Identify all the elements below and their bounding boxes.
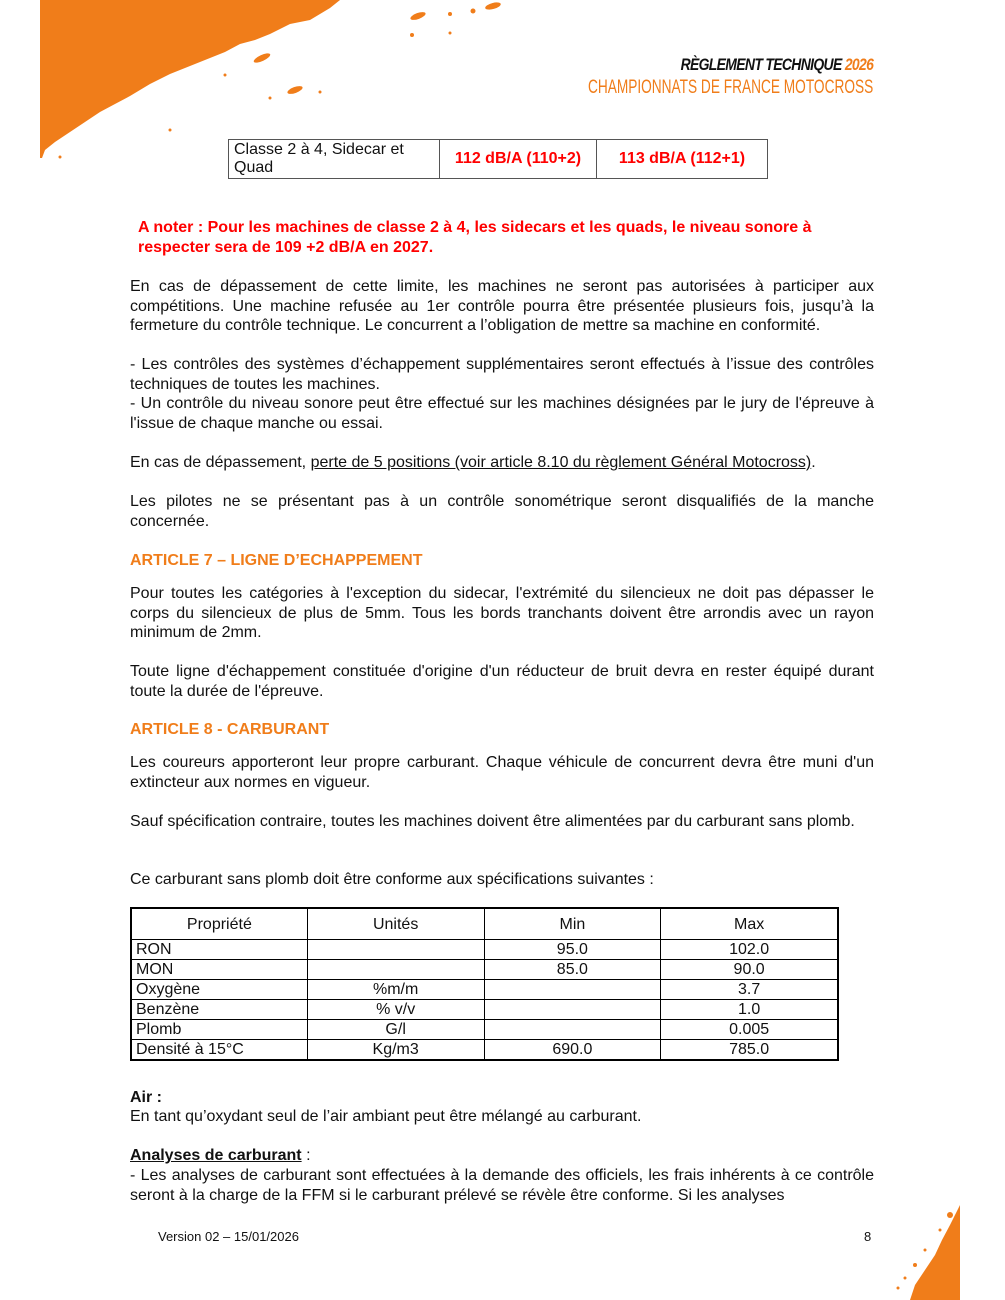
air-paragraph: En tant qu’oxydant seul de l’air ambiant peut être mélangé au carburant.	[130, 1108, 642, 1125]
cell-property: RON	[131, 940, 307, 960]
paragraph-noise-control: - Un contrôle du niveau sonore peut être effectué sur les machines désignées par le jury de l'épreuve à l'issue de chaque manche ou essai.	[130, 395, 874, 432]
air-heading: Air :	[130, 1089, 162, 1106]
column-header-property: Propriété	[131, 908, 307, 940]
document-header	[477, 55, 873, 99]
article-8-paragraph-1: Les coureurs apporteront leur propre carburant. Chaque véhicule de concurrent devra être muni d'un extincteur aux normes en vigueur.	[130, 754, 874, 791]
paragraph-penalty	[130, 453, 874, 473]
table-row	[131, 1000, 838, 1020]
penalty-suffix: .	[811, 454, 816, 471]
article-8-heading: ARTICLE 8 - CARBURANT	[130, 721, 330, 738]
header-title	[548, 55, 873, 75]
cell-units	[307, 940, 484, 960]
cell-property: Densité à 15°C	[131, 1040, 307, 1061]
article-7-paragraph-1: Pour toutes les catégories à l'exception du sidecar, l'extrémité du silencieux ne doit pas dépasser le corps du silencieux de plus de 5mm. Tous les bords tranchants doivent être arrondis avec un rayon minimum de 2mm.	[130, 585, 874, 641]
noise-value-cell-1: 112 dB/A (110+2)	[440, 140, 597, 179]
cell-min: 690.0	[484, 1040, 661, 1061]
analyses-paragraph: - Les analyses de carburant sont effectuées à la demande des officiels, les frais inhérents à ce contrôle seront à la charge de la FFM si le carburant prélevé se révèle être conforme. Si les analyses	[130, 1167, 874, 1204]
cell-min	[484, 1020, 661, 1040]
cell-property: Benzène	[131, 1000, 307, 1020]
table-row	[131, 1020, 838, 1040]
cell-min: 85.0	[484, 960, 661, 980]
cell-min	[484, 1000, 661, 1020]
cell-max: 1.0	[661, 1000, 838, 1020]
table-row	[131, 980, 838, 1000]
penalty-reference-link[interactable]: perte de 5 positions (voir article 8.10 du règlement Général Motocross)	[310, 454, 812, 471]
analyses-heading-suffix: :	[301, 1147, 311, 1164]
cell-min: 95.0	[484, 940, 661, 960]
paragraph-limit-exceeded: En cas de dépassement de cette limite, les machines ne seront pas autorisées à participer aux compétitions. Une machine refusée au 1er contrôle pourra être présentée plusieurs fois, jusqu’à la fermeture du contrôle technique. Le concurrent a l’obligation de mettre sa machine en conformité.	[130, 278, 874, 334]
cell-property: Oxygène	[131, 980, 307, 1000]
column-header-min: Min	[484, 908, 661, 940]
cell-max: 102.0	[661, 940, 838, 960]
cell-property: MON	[131, 960, 307, 980]
table-row	[131, 960, 838, 980]
orange-splash-decoration-bottom	[880, 1190, 1005, 1300]
article-8-paragraph-3: Ce carburant sans plomb doit être conforme aux spécifications suivantes :	[130, 871, 654, 888]
analyses-heading	[130, 1146, 874, 1166]
paragraph-disqualification: Les pilotes ne se présentant pas à un contrôle sonométrique seront disqualifiés de la manche concernée.	[130, 493, 874, 530]
fuel-spec-table	[130, 907, 839, 1061]
cell-units	[307, 960, 484, 980]
table-row	[131, 1040, 838, 1061]
noise-level-table	[228, 139, 768, 179]
noise-note: A noter : Pour les machines de classe 2 à 4, les sidecars et les quads, le niveau sonore à respecter sera de 109 +2 dB/A en 2027.	[138, 219, 812, 256]
table-row	[229, 140, 768, 179]
cell-max: 3.7	[661, 980, 838, 1000]
cell-units: % v/v	[307, 1000, 484, 1020]
column-header-units: Unités	[307, 908, 484, 940]
footer-page-number: 8	[864, 1229, 872, 1244]
cell-property: Plomb	[131, 1020, 307, 1040]
article-7-paragraph-2: Toute ligne d'échappement constituée d'origine d'un réducteur de bruit devra en rester équipé durant toute la durée de l'épreuve.	[130, 663, 874, 700]
paragraph-exhaust-controls: - Les contrôles des systèmes d’échappement supplémentaires seront effectués à l’issue des contrôles techniques de toutes les machines.	[130, 356, 874, 393]
cell-max: 785.0	[661, 1040, 838, 1061]
cell-units: %m/m	[307, 980, 484, 1000]
cell-min	[484, 980, 661, 1000]
cell-max: 0.005	[661, 1020, 838, 1040]
table-header-row	[131, 908, 838, 940]
noise-category-cell: Classe 2 à 4, Sidecar et Quad	[229, 140, 440, 179]
table-row	[131, 940, 838, 960]
analyses-heading-text: Analyses de carburant	[130, 1147, 302, 1164]
penalty-prefix: En cas de dépassement,	[130, 454, 311, 471]
footer-version: Version 02 – 15/01/2026	[158, 1229, 299, 1244]
cell-max: 90.0	[661, 960, 838, 980]
article-7-heading: ARTICLE 7 – LIGNE D’ECHAPPEMENT	[130, 552, 423, 569]
column-header-max: Max	[661, 908, 838, 940]
header-subtitle: CHAMPIONNATS DE FRANCE MOTOCROSS	[587, 77, 873, 98]
cell-units: G/l	[307, 1020, 484, 1040]
header-title-year: 2026	[844, 55, 873, 74]
noise-value-cell-2: 113 dB/A (112+1)	[597, 140, 768, 179]
article-8-paragraph-2: Sauf spécification contraire, toutes les machines doivent être alimentées par du carburant sans plomb.	[130, 813, 855, 830]
cell-units: Kg/m3	[307, 1040, 484, 1061]
header-title-text: RÈGLEMENT TECHNIQUE	[680, 55, 842, 74]
